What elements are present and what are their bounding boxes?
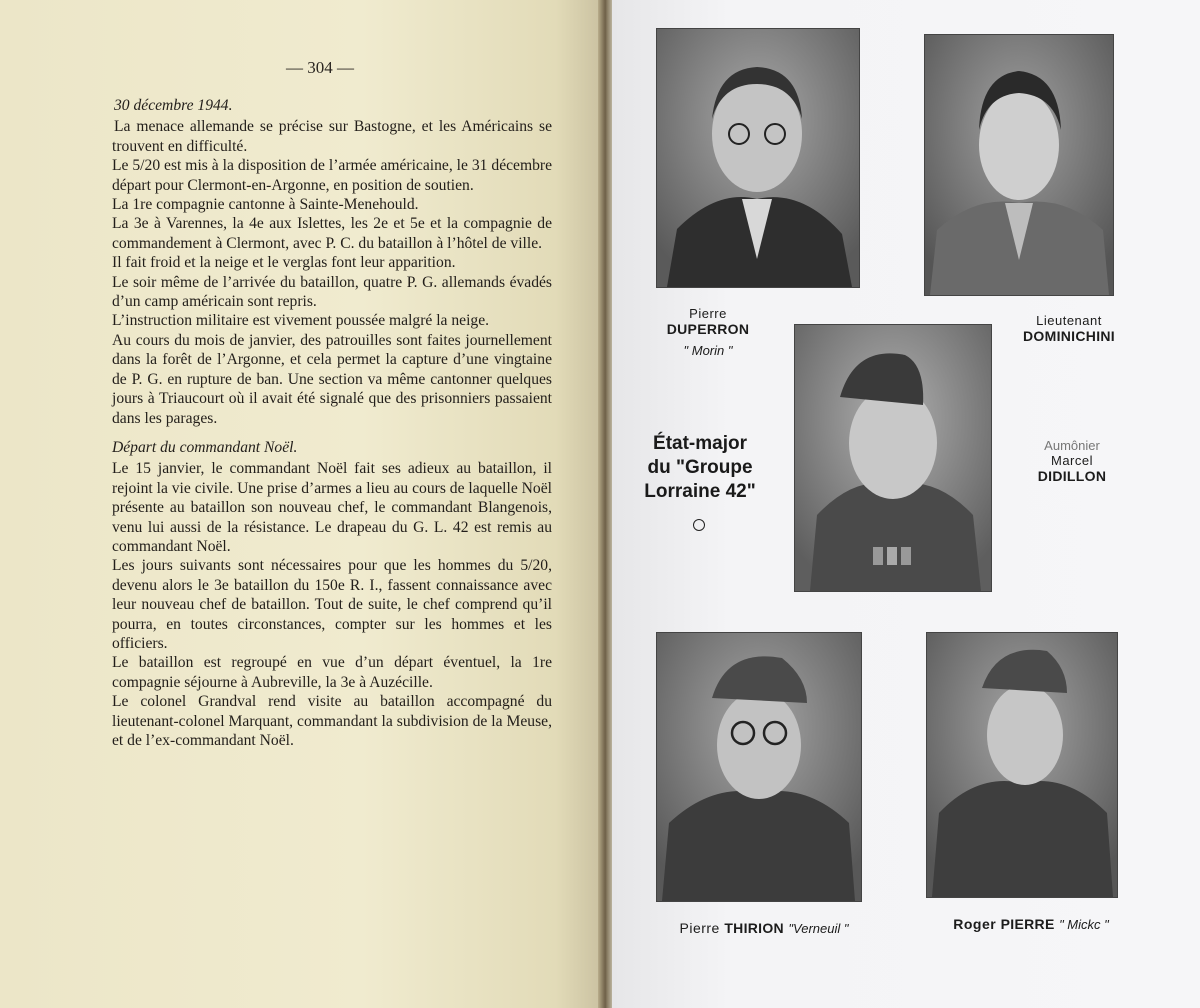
caption-last-name: PIERRE: [1000, 916, 1055, 932]
caption-first-name: Pierre: [679, 920, 720, 936]
portrait-photo-duperron: [656, 28, 860, 288]
portrait-photo-dominichini: [924, 34, 1114, 296]
paragraph: Les jours suivants sont nécessaires pour que les hommes du 5/20, devenu alors le 3e bataillon du 150e R. I., fassent connaissance avec leur nouveau chef de bataillon. Tout de suite, le chef comprend qu’il pourra, en toutes circonstances, compter sur les hommes et les officiers.: [112, 557, 552, 652]
left-page-text: [112, 96, 552, 750]
caption-last-name: DOMINICHINI: [1023, 328, 1115, 344]
caption-last-name: DIDILLON: [1037, 468, 1107, 484]
paragraph: L’instruction militaire est vivement poussée malgré la neige.: [112, 312, 490, 330]
caption-first-name: Pierre: [689, 306, 727, 321]
paragraph: Il fait froid et la neige et le verglas font leur apparition.: [112, 254, 456, 272]
paragraph: Le 15 janvier, le commandant Noël fait ses adieux au bataillon, il rejoint la vie civile. Une prise d’armes a lieu au cours de laquelle Noël présente au bataillon son nouveau chef, le commandant Blangenois, venu lui aussi de la résistance. Le drapeau du G. L. 42 est remis au commandant Noël.: [112, 460, 552, 555]
caption-dominichini: [1004, 313, 1134, 344]
title-line: État-major: [653, 433, 747, 454]
paragraph: La 3e à Varennes, la 4e aux Islettes, les 2e et 5e et la compagnie de commandement à Clermont, avec P. C. du bataillon à l’hôtel de ville.: [112, 215, 552, 252]
caption-last-name: THIRION: [724, 920, 784, 936]
caption-didillon: [1010, 438, 1134, 484]
portrait-photo-thirion: [656, 632, 862, 902]
group-title: [630, 432, 770, 504]
paragraph: La 1re compagnie cantonne à Sainte-Menehould.: [112, 196, 419, 214]
caption-last-name: DUPERRON: [666, 321, 750, 337]
paragraph: Le soir même de l’arrivée du bataillon, quatre P. G. allemands évadés d’un camp américain sont repris.: [112, 273, 552, 311]
date-heading: 30 décembre 1944.: [114, 97, 233, 114]
caption-first-name: Roger: [953, 916, 997, 932]
circle-ornament: [693, 519, 705, 531]
portrait-photo-didillon: [794, 324, 992, 592]
portrait-photo-pierre: [926, 632, 1118, 898]
paragraph: Au cours du mois de janvier, des patrouilles sont faites journellement dans la forêt de l’Argonne, et cela permet la capture d’une vingtaine de P. G. en rupture de ban. Une section va même cantonner quelques jours à Triaucourt où il avait été signalé que des prisonniers passaient dans les parages.: [112, 331, 552, 427]
section-heading: Départ du commandant Noël.: [112, 438, 298, 456]
caption-alias: " Morin ": [683, 343, 733, 358]
title-line: Lorraine 42": [644, 481, 756, 502]
paragraph: Le bataillon est regroupé en vue d’un départ éventuel, la 1re compagnie séjourne à Aubreville, la 3e à Auzécille.: [112, 654, 552, 691]
caption-alias: " Mickc ": [1059, 917, 1109, 932]
caption-pierre: [926, 916, 1136, 934]
paragraph: Le colonel Grandval rend visite au bataillon accompagné du lieutenant-colonel Marquant, commandant la subdivision de la Meuse, et de l’ex-commandant Noël.: [112, 693, 552, 749]
caption-rank: Lieutenant: [1036, 313, 1102, 328]
title-line: du "Groupe: [647, 457, 753, 478]
caption-alias: "Verneuil ": [788, 921, 849, 936]
paragraph: Le 5/20 est mis à la disposition de l’armée américaine, le 31 décembre départ pour Clermont-en-Argonne, en position de soutien.: [112, 157, 552, 194]
caption-thirion: [624, 920, 904, 938]
paragraph: La menace allemande se précise sur Bastogne, et les Américains se trouvent en difficulté.: [112, 118, 552, 155]
caption-duperron: [648, 306, 768, 358]
caption-first-name: Marcel: [1050, 453, 1093, 468]
page-number: — 304 —: [286, 58, 354, 77]
caption-title: Aumônier: [1044, 438, 1100, 453]
